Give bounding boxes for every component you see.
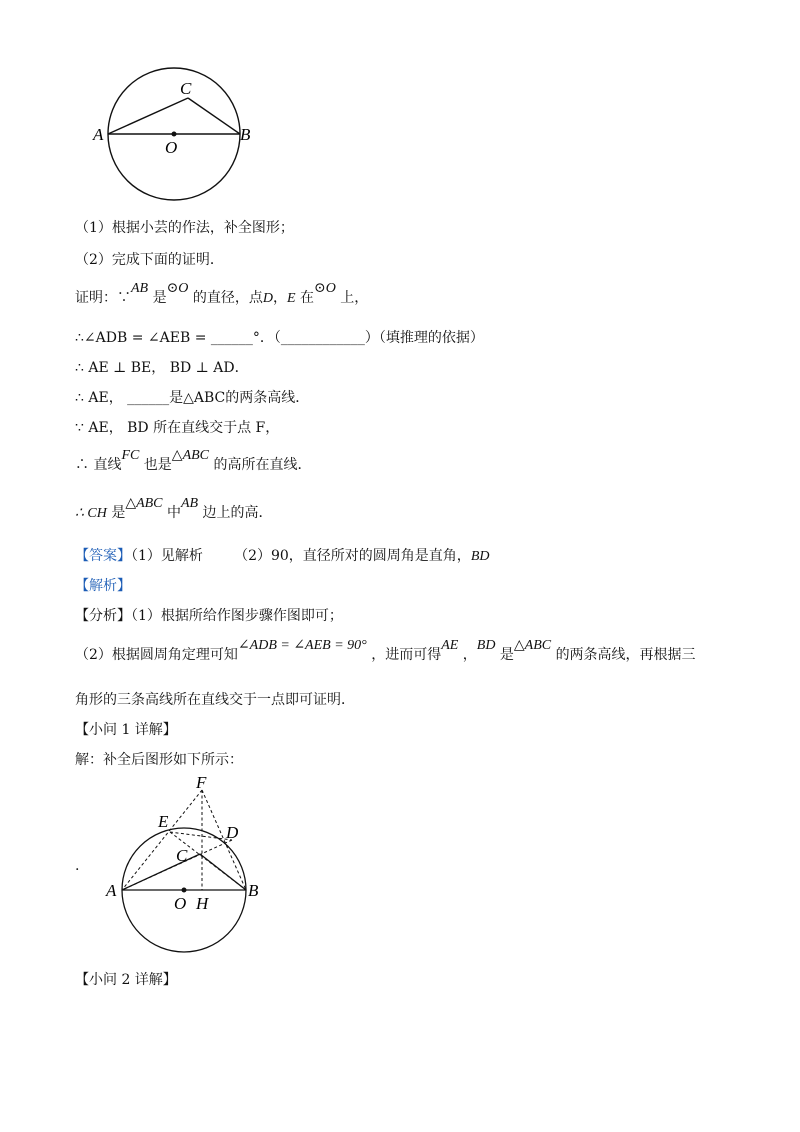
fenxi-line: 【分析】（1）根据所给作图步骤作图即可； <box>75 608 343 624</box>
label-o: O <box>165 138 178 157</box>
proof-line-2: ∴∠ADB = ∠AEB = ______°．（____________）（填推理的依据） <box>75 330 484 346</box>
label-o2: O <box>174 894 187 913</box>
sub-question-1: 【小问 1 详解】 <box>75 722 177 738</box>
solution-line: 解：补全后图形如下所示： <box>75 752 243 768</box>
proof-line-5: ∵ AE， BD 所在直线交于点 F， <box>75 420 280 436</box>
figure-circle-abc <box>85 58 275 208</box>
proof-line-1: 证明：∵AB 是⊙O 的直径，点D，E 在⊙O 上， <box>75 281 369 306</box>
label-c2: C <box>176 846 188 865</box>
question-2: （2）完成下面的证明． <box>75 252 224 268</box>
label-b: B <box>240 125 251 144</box>
label-a: A <box>93 125 104 144</box>
label-d: D <box>226 823 239 842</box>
proof-line-6: ∴ 直线FC 也是△ABC 的高所在直线． <box>75 448 312 473</box>
dot-mark: . <box>75 858 80 874</box>
fenxi-line-3: 角形的三条高线所在直线交于一点即可证明． <box>75 692 355 708</box>
question-1: （1）根据小芸的作法，补全图形； <box>75 220 294 236</box>
fenxi-line-2: （2）根据圆周角定理可知∠ADB = ∠AEB = 90° ，进而可得AE ，BD 是△ABC 的两条高线，再根据三 <box>75 638 696 663</box>
label-b2: B <box>248 881 259 900</box>
label-e: E <box>158 812 169 831</box>
figure-completed <box>100 770 275 955</box>
proof-line-7: ∴ CH 是△ABC 中AB 边上的高． <box>75 496 273 521</box>
sub-question-2: 【小问 2 详解】 <box>75 972 177 988</box>
proof-line-3: ∴ AE ⊥ BE， BD ⊥ AD． <box>75 360 249 376</box>
label-h: H <box>196 894 209 913</box>
label-f: F <box>196 773 207 792</box>
proof-line-4: ∴ AE， ______是△ABC的两条高线． <box>75 390 310 406</box>
label-c: C <box>180 79 192 98</box>
label-a2: A <box>106 881 117 900</box>
analysis-label: 【解析】 <box>75 578 131 594</box>
answer-line: 【答案】（1）见解析 （2）90，直径所对的圆周角是直角，BD <box>75 548 490 564</box>
